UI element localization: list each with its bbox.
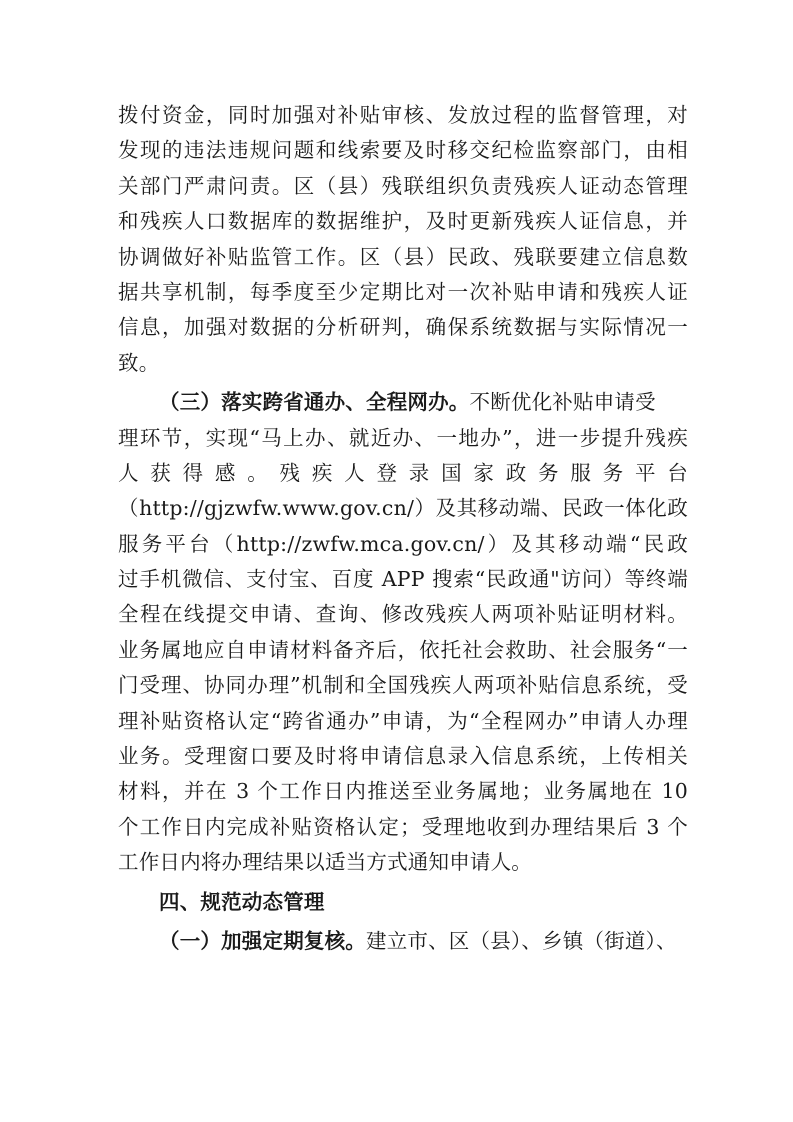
text-line: 信息，加强对数据的分析研判，确保系统数据与实际情况一 — [118, 315, 688, 340]
text-segment: 不断优化补贴申请受 — [469, 390, 656, 415]
text-line — [118, 385, 688, 420]
text-line: 服务平台（http://zwfw.mca.gov.cn/）及其移动端“民政 — [118, 531, 688, 556]
document-page — [118, 98, 688, 959]
text-line: 关部门严肃问责。区（县）残联组织负责残疾人证动态管理 — [118, 173, 688, 198]
text-line: 拨付资金，同时加强对补贴审核、发放过程的监督管理，对 — [118, 103, 688, 127]
text-segment: 建立市、区（县）、乡镇（街道）、 — [366, 928, 677, 953]
text-line: 理补贴资格认定“跨省通办”申请，为“全程网办”申请人办理 — [118, 708, 688, 733]
text-line: （http://gjzwfw.www.gov.cn/）及其移动端、民政一体化政 — [118, 496, 688, 521]
text-line: 人获得感。残疾人登录国家政务服务平台 — [118, 460, 688, 485]
subsection-lead: （三）落实跨省通办、全程网办。 — [159, 390, 470, 415]
text-line: 据共享机制，每季度至少定期比对一次补贴申请和残疾人证 — [118, 279, 688, 304]
text-line: 和残疾人口数据库的数据维护，及时更新残疾人证信息，并 — [118, 209, 688, 234]
text-line: 协调做好补贴监管工作。区（县）民政、残联要建立信息数 — [118, 244, 688, 269]
text-line: 业务。受理窗口要及时将申请信息录入信息系统，上传相关 — [118, 744, 688, 769]
text-line: 个工作日内完成补贴资格认定；受理地收到办理结果后 3 个 — [118, 814, 688, 839]
paragraph-cross-province — [118, 385, 688, 880]
text-line: 工作日内将办理结果以适当方式通知申请人。 — [118, 850, 532, 875]
text-line: 致。 — [118, 350, 160, 375]
paragraph-supervision — [118, 98, 688, 381]
subsection-lead: （一）加强定期复核。 — [159, 928, 366, 953]
text-line: 理环节，实现“马上办、就近办、一地办”，进一步提升残疾 — [118, 425, 688, 450]
text-line: 业务属地应自申请材料备齐后，依托社会救助、社会服务“一 — [118, 637, 688, 662]
text-line: 发现的违法违规问题和线索要及时移交纪检监察部门，由相 — [118, 138, 688, 163]
text-line — [118, 924, 688, 959]
text-line: 门受理、协同办理”机制和全国残疾人两项补贴信息系统，受 — [118, 673, 688, 698]
text-line: 全程在线提交申请、查询、修改残疾人两项补贴证明材料。 — [118, 602, 688, 627]
text-line: 材料，并在 3 个工作日内推送至业务属地；业务属地在 10 — [118, 779, 688, 804]
section-heading: 四、规范动态管理 — [159, 889, 325, 914]
paragraph-periodic-review — [118, 924, 688, 959]
text-line: 过手机微信、支付宝、百度 APP 搜索“民政通"访问）等终端 — [118, 567, 688, 592]
